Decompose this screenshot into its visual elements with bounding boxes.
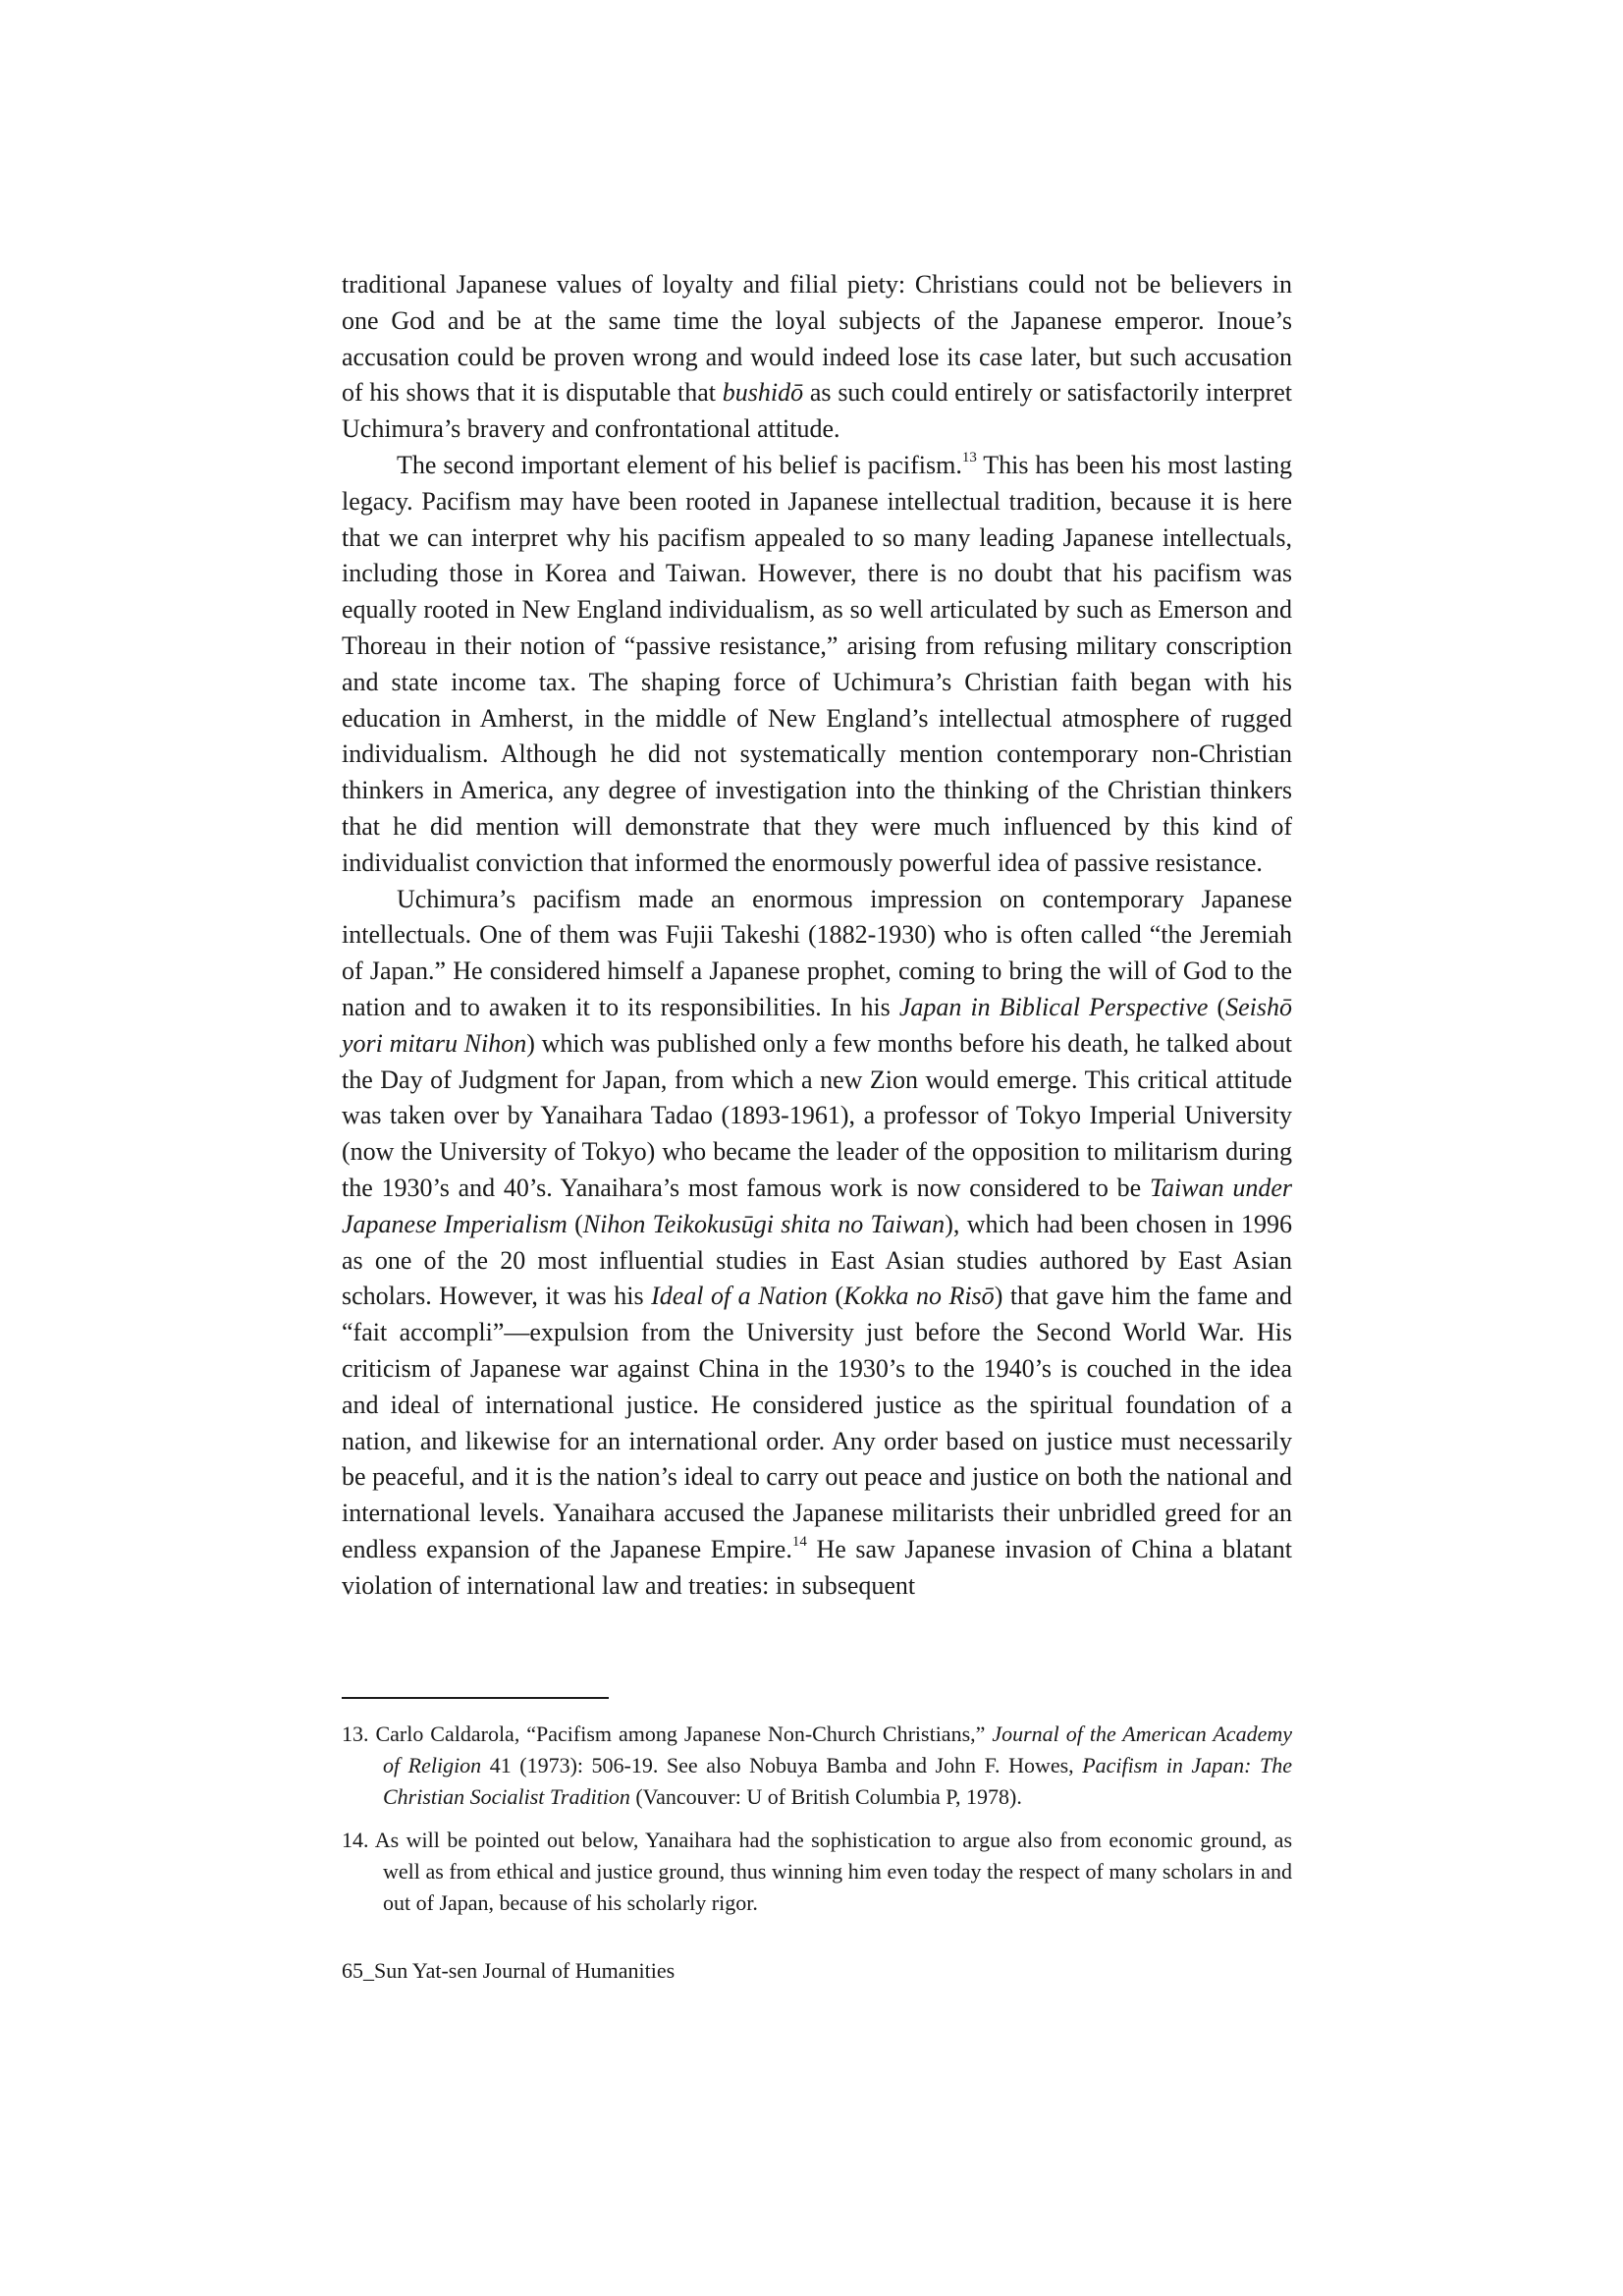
italic-title: Taiwan under Japanese Imperialism: [342, 1173, 1293, 1238]
paragraph-2: The second important element of his belief is pacifism.$^{13}$ This has been his most lasting legacy. Pacifism may have been rooted in Japanese intellectual tradition, because it is here that we can interpret why his pacifism appealed to so many leading Japanese intellectuals, including those in Korea and Taiwan. However, there is no doubt that his pacifism was equally rooted in New England individualism, as so well articulated by such as Emerson and Thoreau in their notion of “passive resistance,” arising from refusing military conscription and state income tax. The shaping force of Uchimura’s Christian faith began with his education in Amherst, in the middle of New England’s intellectual atmosphere of rugged individualism. Although he did not systematically mention contemporary non-Christian thinkers in America, any degree of investigation into the thinking of the Christian thinkers that he did mention will demonstrate that they were much influenced by this kind of individualist conviction that informed the enormously powerful idea of passive resistance.: [342, 449, 1293, 877]
footnote-separator-rule: [342, 1697, 609, 1699]
footnote-reference-14[interactable]: 14: [791, 1533, 807, 1550]
footnote-14: 14. As will be pointed out below, Yanaihara had the sophistication to argue also from economic ground, as well as from ethical and justice ground, thus winning him even today the respect of many scholars in and out of Japan, because of his scholarly rigor.: [342, 1828, 1292, 1915]
italic-title: Kokka no Risō: [843, 1282, 995, 1311]
paragraph-3: Uchimura’s pacifism made an enormous impression on contemporary Japanese intellectuals. One of them was Fujii Takeshi (1882-1930) who is often called “the Jeremiah of Japan.” He considered himself a Japanese prophet, coming to bring the will of God to the nation and to awaken it to its responsibilities. In his Japan in Biblical Perspective (Seishō yori mitaru Nihon) which was published only a few months before his death, he talked about the Day of Judgment for Japan, from which a new Zion would emerge. This critical attitude was taken over by Yanaihara Tadao (1893-1961), a professor of Tokyo Imperial University (now the University of Tokyo) who became the leader of the opposition to militarism during the 1930’s and 40’s. Yanaihara’s most famous work is now considered to be Taiwan under Japanese Imperialism (Nihon Teikokusūgi shita no Taiwan), which had been chosen in 1996 as one of the 20 most influential studies in East Asian studies authored by East Asian scholars. However, it was his Ideal of a Nation (Kokka no Risō) that gave him the fame and “fait accompli”—expulsion from the University just before the Second World War. His criticism of Japanese war against China in the 1930’s to the 1940’s is couched in the idea and ideal of international justice. He considered justice as the spiritual foundation of a nation, and likewise for an international order. Any order based on justice must necessarily be peaceful, and it is the nation’s ideal to carry out peace and justice on both the national and international levels. Yanaihara accused the Japanese militarists their unbridled greed for an endless expansion of the Japanese Empire.$^{14}$ He saw Japanese invasion of China a blatant violation of international law and treaties: in subsequent: [342, 884, 1293, 1600]
italic-title: Seishō yori mitaru Nihon: [342, 992, 1292, 1058]
running-footer: 65_Sun Yat-sen Journal of Humanities: [342, 1958, 676, 1983]
footnote-13: 13. Carlo Caldarola, “Pacifism among Japanese Non-Church Christians,” Journal of the American Academy of Religion 41 (1973): 506-19. See also Nobuya Bamba and John F. Howes, Pacifism in Japan: The Christian Socialist Tradition (Vancouver: U of British Columbia P, 1978).: [342, 1722, 1292, 1809]
italic-title: Ideal of a Nation: [651, 1282, 828, 1311]
footnotes-section: [342, 1719, 1292, 1932]
italic-title: Pacifism in Japan: The Christian Socialist Tradition: [383, 1752, 1292, 1809]
italic-title: Nihon Teikokusūgi shita no Taiwan: [582, 1209, 946, 1238]
italic-term: bushidō: [722, 378, 804, 408]
footnote-reference-13[interactable]: 13: [961, 449, 977, 465]
paragraph-1: traditional Japanese values of loyalty and filial piety: Christians could not be believers in one God and be at the same time the loyal subjects of the Japanese emperor. Inoue’s accusation could be proven wrong and would indeed lose its case later, but such accusation of his shows that it is disputable that bushidō as such could entirely or satisfactorily interpret Uchimura’s bravery and confrontational attitude.: [342, 270, 1292, 444]
italic-title: Journal of the American Academy of Religion: [383, 1722, 1292, 1777]
italic-title: Japan in Biblical Perspective: [898, 992, 1209, 1021]
main-body-text: [342, 267, 1292, 1604]
